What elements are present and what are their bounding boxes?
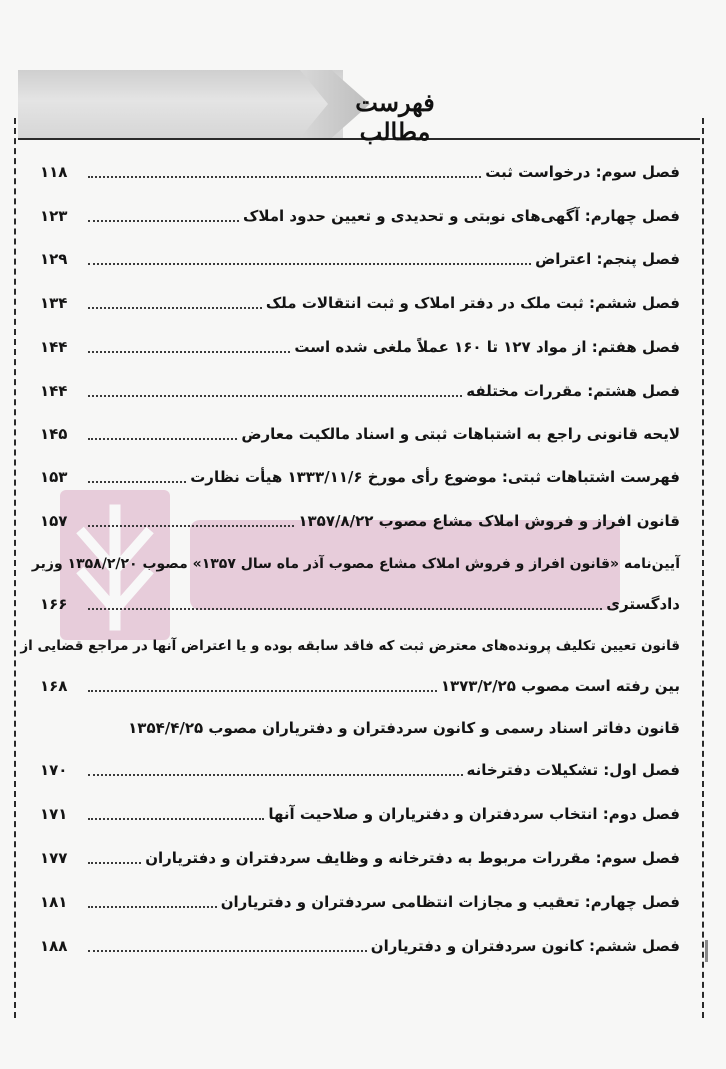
dot-leader xyxy=(88,906,217,908)
dot-leader xyxy=(88,774,463,776)
dot-leader xyxy=(88,176,481,178)
toc-entry-page: ۱۵۳ xyxy=(40,468,68,486)
dot-leader xyxy=(88,950,367,952)
dot-leader xyxy=(88,525,294,527)
toc-entry-page: ۱۷۷ xyxy=(40,849,68,867)
toc-entry-page: ۱۴۴ xyxy=(40,382,68,400)
toc-entry xyxy=(40,511,680,531)
toc-entry-title-line2: بین رفته است مصوب ۱۳۷۳/۲/۲۵ xyxy=(440,677,680,695)
dot-leader xyxy=(88,395,462,397)
toc-entry xyxy=(40,381,680,401)
toc-entry-page: ۱۸۱ xyxy=(40,893,68,911)
toc-entry-page: ۱۳۴ xyxy=(40,294,68,312)
toc-entry xyxy=(40,676,680,696)
dot-leader xyxy=(88,220,239,222)
dot-leader xyxy=(88,818,264,820)
dot-leader xyxy=(88,438,237,440)
toc-entry xyxy=(40,337,680,357)
toc-entry-title-line1: قانون تعیین تکلیف پرونده‌های معترض ثبت که فاقد سابقه بوده و یا اعتراض آنها در مراجع قضایی از xyxy=(20,638,680,654)
dot-leader xyxy=(88,608,602,610)
page-border-right xyxy=(702,118,704,1018)
toc-entry xyxy=(40,760,680,780)
dot-leader xyxy=(88,351,290,353)
dot-leader xyxy=(88,263,531,265)
toc-entry-title-line2: دادگستری xyxy=(606,595,680,613)
toc-entry-title: فصل چهارم: آگهی‌های نوبتی و تحدیدی و تعیین حدود املاک xyxy=(243,207,680,225)
dot-leader xyxy=(88,690,437,692)
toc-entry xyxy=(40,293,680,313)
toc-entry-page: ۱۲۳ xyxy=(40,207,68,225)
toc-entry-title: فصل سوم: مقررات مربوط به دفترخانه و وظایف سردفتران و دفتریاران xyxy=(145,849,680,867)
toc-entry xyxy=(40,892,680,912)
toc-entry-title: فصل سوم: درخواست ثبت xyxy=(485,163,680,181)
toc-entry-title: فصل هشتم: مقررات مختلفه xyxy=(466,382,680,400)
dot-leader xyxy=(88,307,262,309)
toc-entry xyxy=(40,804,680,824)
toc-entry-title: فصل اول: تشکیلات دفترخانه xyxy=(466,761,680,779)
toc-entry-page: ۱۴۵ xyxy=(40,425,68,443)
dot-leader xyxy=(88,481,186,483)
toc-entry xyxy=(40,936,680,956)
toc-entry xyxy=(40,467,680,487)
toc-entry xyxy=(40,162,680,182)
page-title: فهرست مطالب xyxy=(355,88,435,146)
toc-entry-title: لایحه قانونی راجع به اشتباهات ثبتی و اسناد مالکیت معارض xyxy=(241,425,680,443)
section-heading: قانون دفاتر اسناد رسمی و کانون سردفتران و دفتریاران مصوب ۱۳۵۴/۴/۲۵ xyxy=(128,719,680,737)
dot-leader xyxy=(88,862,141,864)
toc-entry-title: قانون افراز و فروش املاک مشاع مصوب ۱۳۵۷/۸/۲۲ xyxy=(298,512,680,530)
toc-entry-title: فصل ششم: ثبت ملک در دفتر املاک و ثبت انتقالات ملک xyxy=(265,294,680,312)
toc-entry xyxy=(40,424,680,444)
toc-entry xyxy=(40,249,680,269)
toc-entry-page: ۱۶۶ xyxy=(40,595,68,613)
header-banner xyxy=(18,70,343,138)
toc-entry-page: ۱۱۸ xyxy=(40,163,68,181)
toc-entry-title-line1: آیین‌نامه «قانون افراز و فروش املاک مشاع مصوب آذر ماه سال ۱۳۵۷» مصوب ۱۳۵۸/۲/۲۰ وزیر xyxy=(31,556,680,572)
page-border-left xyxy=(14,118,16,1018)
table-of-contents xyxy=(20,152,680,956)
toc-entry-page: ۱۷۱ xyxy=(40,805,68,823)
toc-entry-page: ۱۸۸ xyxy=(40,937,68,955)
toc-entry xyxy=(40,594,680,614)
toc-entry-title: فصل ششم: کانون سردفتران و دفتریاران xyxy=(370,937,680,955)
toc-entry-page: ۱۲۹ xyxy=(40,250,68,268)
toc-entry xyxy=(40,206,680,226)
toc-entry xyxy=(40,848,680,868)
toc-entry-page: ۱۴۴ xyxy=(40,338,68,356)
toc-entry-page: ۱۷۰ xyxy=(40,761,68,779)
toc-entry-title: فصل دوم: انتخاب سردفتران و دفتریاران و صلاحیت آنها xyxy=(268,805,680,823)
toc-entry-title: فصل پنجم: اعتراض xyxy=(535,250,680,268)
toc-entry-page: ۱۵۷ xyxy=(40,512,68,530)
toc-entry-title: فهرست اشتباهات ثبتی: موضوع رأی مورخ ۱۳۳۳/۱۱/۶ هیأت نظارت xyxy=(190,468,680,486)
edge-mark xyxy=(705,940,708,962)
toc-entry-title: فصل چهارم: تعقیب و مجازات انتظامی سردفتران و دفتریاران xyxy=(220,893,680,911)
toc-entry-title: فصل هفتم: از مواد ۱۲۷ تا ۱۶۰ عملاً ملغی شده است xyxy=(294,338,680,356)
toc-entry-page: ۱۶۸ xyxy=(40,677,68,695)
